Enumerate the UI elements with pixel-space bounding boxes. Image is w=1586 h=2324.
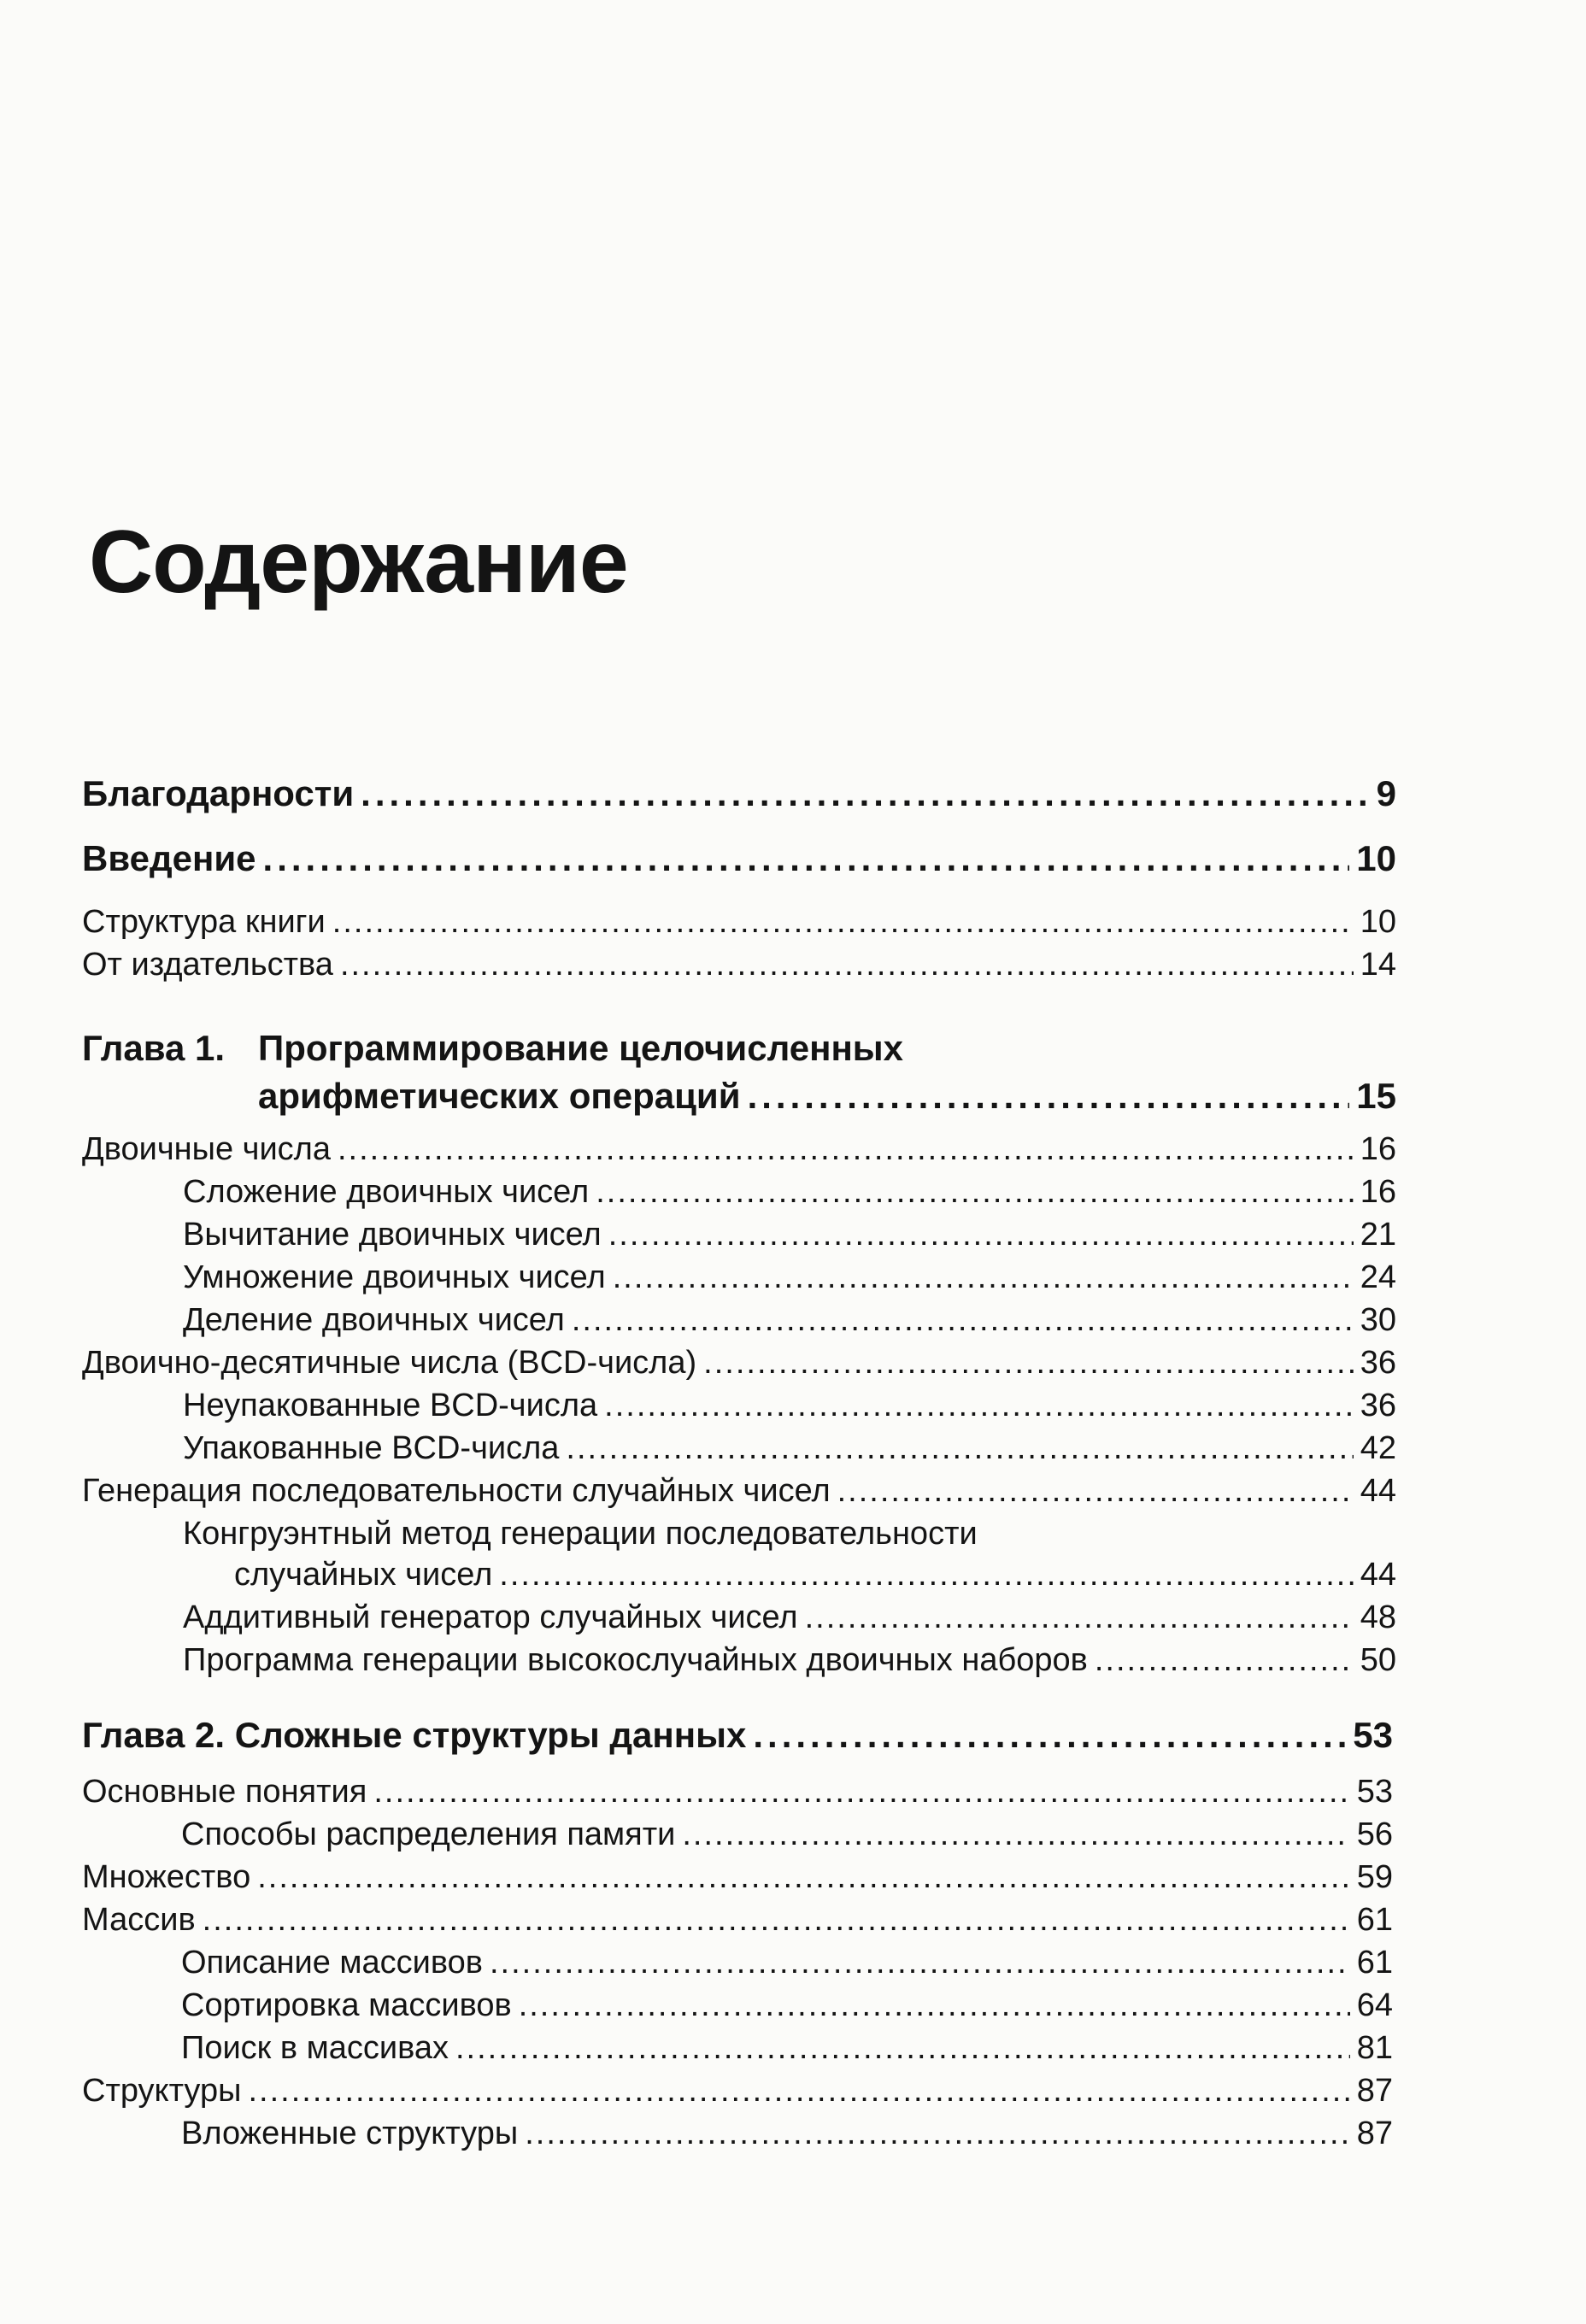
toc-leader-dots — [525, 2117, 1350, 2150]
toc-entry-label: Структуры — [82, 2073, 242, 2109]
toc-page-number: 56 — [1356, 1816, 1393, 1852]
toc-entry-label: Деление двоичных чисел — [183, 1302, 565, 1338]
toc-page-number: 81 — [1356, 2030, 1393, 2066]
toc-entry-label: Описание массивов — [181, 1945, 483, 1981]
toc-page-number: 36 — [1360, 1345, 1396, 1381]
toc-entry[interactable] — [181, 2032, 1393, 2064]
toc-entry[interactable] — [181, 1989, 1393, 2022]
chapter-1-heading[interactable] — [82, 1030, 903, 1066]
toc-entry[interactable] — [181, 2117, 1393, 2150]
toc-entry-label: Неупакованные BCD-числа — [183, 1388, 598, 1423]
toc-entry-label: Умножение двоичных чисел — [183, 1259, 606, 1295]
toc-page-number: 24 — [1360, 1259, 1396, 1295]
toc-leader-dots — [490, 1946, 1350, 1979]
toc-entry-label: Аддитивный генератор случайных чисел — [183, 1599, 798, 1635]
toc-entry[interactable] — [183, 1432, 1396, 1464]
toc-page-number: 16 — [1360, 1131, 1396, 1167]
toc-entry-label: Массив — [82, 1902, 196, 1938]
toc-page-number: 87 — [1356, 2073, 1393, 2109]
toc-page-number: 9 — [1376, 773, 1396, 813]
toc-page-number: 36 — [1360, 1388, 1396, 1423]
toc-leader-dots — [608, 1218, 1354, 1251]
toc-leader-dots — [1095, 1644, 1354, 1676]
toc-entry[interactable] — [82, 1475, 1396, 1507]
toc-entry[interactable] — [234, 1558, 1396, 1591]
toc-page-number: 42 — [1360, 1430, 1396, 1466]
toc-page-number: 14 — [1360, 947, 1396, 983]
toc-page-number: 64 — [1356, 1987, 1393, 2023]
toc-leader-dots — [519, 1989, 1350, 2022]
toc-leader-dots — [566, 1432, 1353, 1464]
toc-page-number: 30 — [1360, 1302, 1396, 1338]
toc-leader-dots — [263, 841, 1350, 877]
toc-entry-label: Множество — [82, 1859, 251, 1895]
toc-page-number: 15 — [1356, 1076, 1396, 1116]
toc-entry[interactable] — [183, 1389, 1396, 1422]
toc-entry-label: Сортировка массивов — [181, 1987, 512, 2023]
toc-entry[interactable] — [82, 906, 1396, 938]
toc-page-number: 44 — [1360, 1473, 1396, 1509]
toc-entry[interactable] — [183, 1644, 1396, 1676]
toc-entry-label-line1[interactable]: Конгруэнтный метод генерации последовательности — [183, 1516, 978, 1552]
toc-entry[interactable] — [181, 1818, 1393, 1851]
toc-entry-label: Сложение двоичных чисел — [183, 1174, 590, 1210]
toc-entry-label: Программа генерации высокослучайных двоичных наборов — [183, 1642, 1088, 1678]
toc-page-number: 21 — [1360, 1217, 1396, 1253]
toc-leader-dots — [338, 1133, 1354, 1165]
toc-page-number: 48 — [1360, 1599, 1396, 1635]
toc-entry[interactable] — [183, 1601, 1396, 1634]
toc-page-number: 16 — [1360, 1174, 1396, 1210]
toc-entry-label: Основные понятия — [82, 1774, 367, 1810]
toc-page-number: 50 — [1360, 1642, 1396, 1678]
toc-entry-label: Двоично-десятичные числа (BCD-числа) — [82, 1345, 697, 1381]
toc-leader-dots — [373, 1775, 1349, 1808]
toc-entry[interactable] — [82, 948, 1396, 981]
toc-entry-label: арифметических операций — [258, 1076, 741, 1116]
chapter-1-prefix: Глава 1. — [82, 1028, 226, 1068]
toc-leader-dots — [596, 1176, 1353, 1208]
toc-entry-label: Вложенные структуры — [181, 2116, 519, 2151]
toc-page-number: 53 — [1356, 1774, 1393, 1810]
toc-entry[interactable] — [82, 1347, 1396, 1379]
toc-entry-label: Упакованные BCD-числа — [183, 1430, 560, 1466]
chapter-1-title-line1: Программирование целочисленных — [258, 1028, 904, 1068]
toc-page-number: 61 — [1356, 1945, 1393, 1981]
toc-entry[interactable] — [82, 1133, 1396, 1165]
toc-entry[interactable] — [183, 1304, 1396, 1336]
toc-entry[interactable] — [183, 1218, 1396, 1251]
toc-entry[interactable] — [82, 1861, 1393, 1893]
toc-entry[interactable] — [82, 1904, 1393, 1936]
toc-leader-dots — [604, 1389, 1354, 1422]
toc-entry-label: случайных чисел — [234, 1557, 493, 1593]
toc-leader-dots — [753, 1717, 1346, 1753]
toc-entry-label: Вычитание двоичных чисел — [183, 1217, 602, 1253]
toc-entry-introduction[interactable] — [82, 838, 1396, 878]
toc-entry-label: Двоичные числа — [82, 1131, 331, 1167]
toc-entry[interactable] — [82, 1775, 1393, 1808]
toc-entry[interactable] — [181, 1946, 1393, 1979]
toc-leader-dots — [361, 776, 1369, 812]
toc-leader-dots — [455, 2032, 1350, 2064]
toc-entry-acknowledgements[interactable] — [82, 773, 1396, 813]
toc-entry-label: Генерация последовательности случайных чисел — [82, 1473, 831, 1509]
toc-entry-label: Введение — [82, 838, 256, 878]
toc-entry-label: От издательства — [82, 947, 333, 983]
toc-entry-label: Способы распределения памяти — [181, 1816, 676, 1852]
toc-leader-dots — [248, 2075, 1349, 2107]
toc-entry[interactable] — [82, 2075, 1393, 2107]
toc-leader-dots — [257, 1861, 1350, 1893]
toc-page-number: 10 — [1360, 904, 1396, 940]
toc-leader-dots — [837, 1475, 1354, 1507]
toc-page-number: 59 — [1356, 1859, 1393, 1895]
page-title: Содержание — [89, 513, 628, 612]
toc-page-number: 61 — [1356, 1902, 1393, 1938]
toc-entry-label: Структура книги — [82, 904, 326, 940]
toc-leader-dots — [805, 1601, 1354, 1634]
toc-page-number: 44 — [1360, 1557, 1396, 1593]
toc-leader-dots — [703, 1347, 1354, 1379]
toc-leader-dots — [682, 1818, 1349, 1851]
toc-entry-label: Благодарности — [82, 773, 355, 813]
toc-leader-dots — [332, 906, 1354, 938]
toc-entry-chapter-2[interactable] — [82, 1717, 1393, 1753]
toc-entry[interactable] — [183, 1261, 1396, 1294]
toc-leader-dots — [340, 948, 1354, 981]
toc-leader-dots — [572, 1304, 1354, 1336]
toc-entry-label: Глава 2. Сложные структуры данных — [82, 1715, 747, 1755]
toc-page-number: 87 — [1356, 2116, 1393, 2151]
toc-leader-dots — [499, 1558, 1353, 1591]
toc-page-number: 10 — [1356, 838, 1396, 878]
toc-page-number: 53 — [1353, 1715, 1393, 1755]
toc-entry-label: Поиск в массивах — [181, 2030, 449, 2066]
toc-entry[interactable] — [183, 1176, 1396, 1208]
toc-leader-dots — [748, 1078, 1350, 1114]
toc-leader-dots — [613, 1261, 1354, 1294]
toc-entry-chapter-1[interactable] — [258, 1078, 1396, 1114]
toc-leader-dots — [203, 1904, 1350, 1936]
